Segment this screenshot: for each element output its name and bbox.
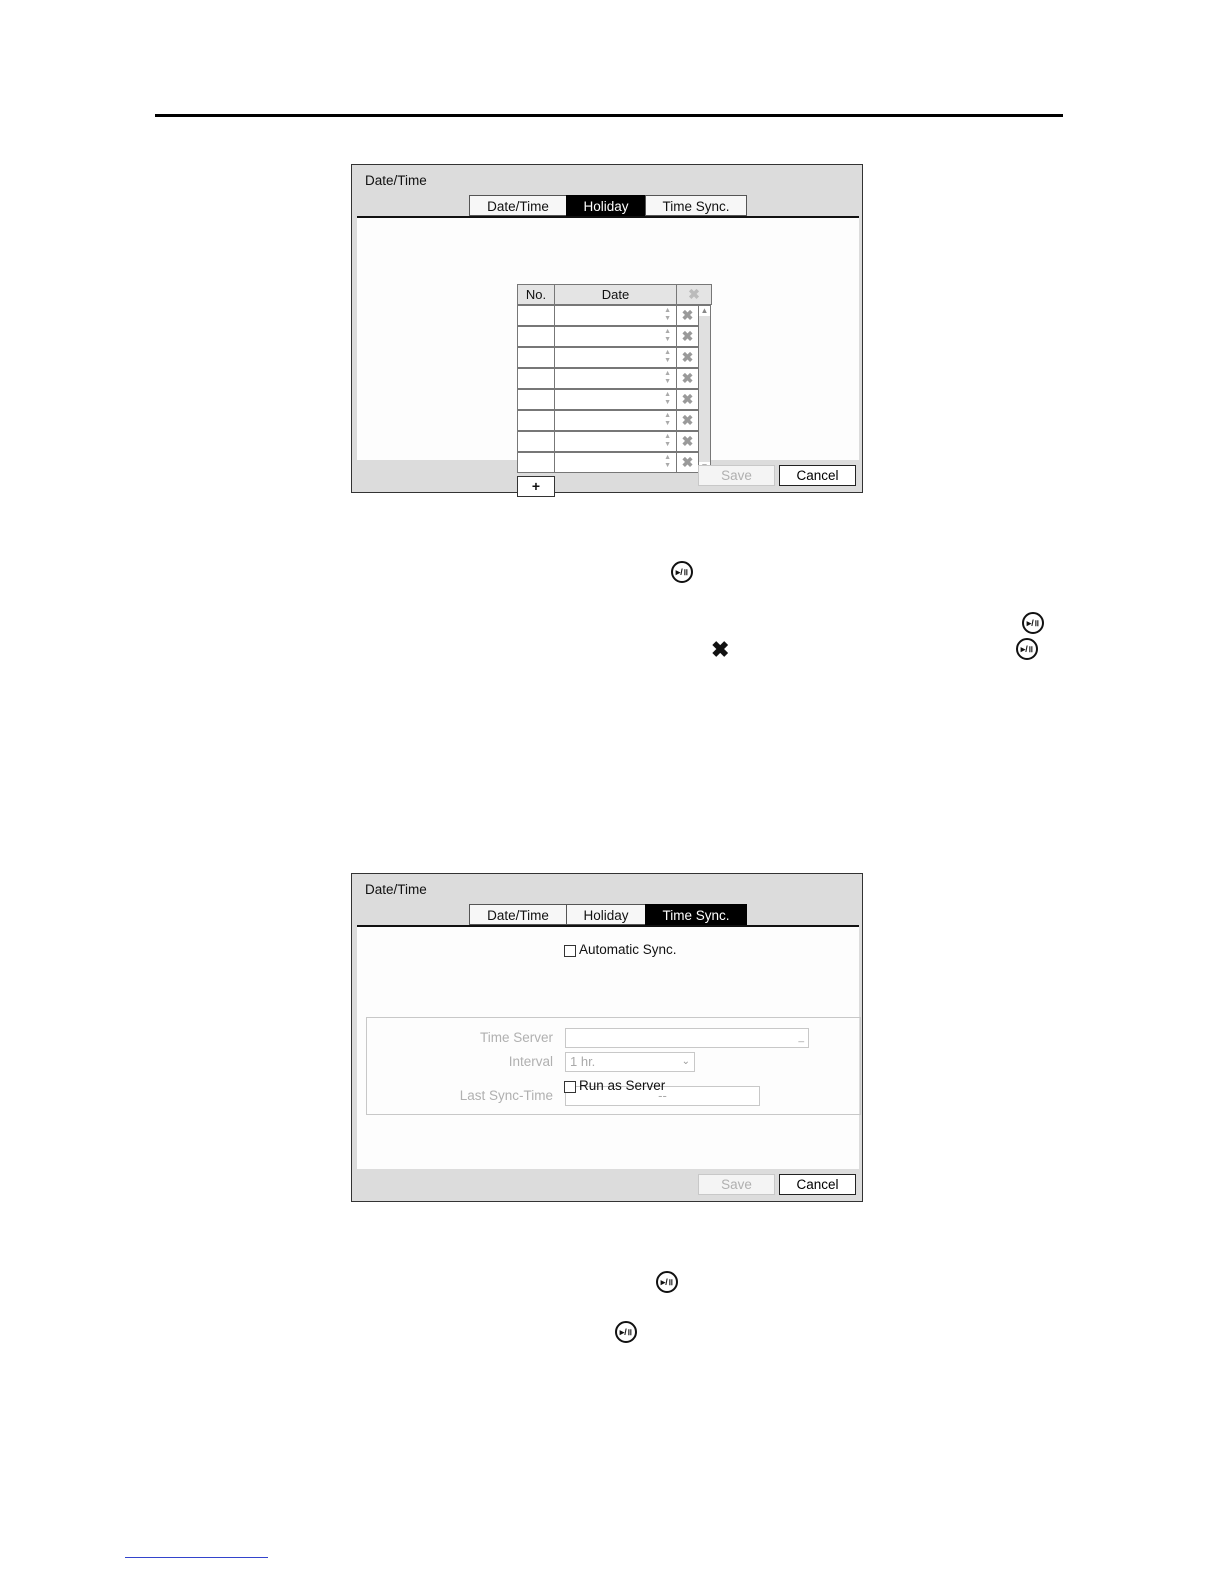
play-pause-icon: ▸/॥: [615, 1321, 637, 1343]
delete-icon: ✖: [711, 637, 730, 662]
spin-arrows-icon[interactable]: ▲ ▼: [664, 307, 671, 322]
delete-icon: ✖: [681, 412, 694, 428]
play-pause-icon: ▸/॥: [1022, 612, 1044, 634]
date-spin-field[interactable]: [554, 368, 677, 389]
delete-icon: ✖: [681, 454, 694, 470]
delete-icon: ✖: [681, 433, 694, 449]
dialog-title: Date/Time: [365, 882, 427, 897]
edit-indicator-icon: _: [798, 1032, 804, 1043]
delete-icon: ✖: [681, 307, 694, 323]
header-rule: [155, 114, 1063, 117]
row-number-cell: [517, 326, 555, 347]
spin-arrows-icon[interactable]: ▲ ▼: [664, 349, 671, 364]
chevron-down-icon: ⌄: [681, 1056, 690, 1067]
delete-row-button[interactable]: [676, 368, 699, 389]
spin-arrows-icon[interactable]: ▲ ▼: [664, 328, 671, 343]
spin-arrows-icon[interactable]: ▲ ▼: [664, 412, 671, 427]
spin-arrows-icon[interactable]: ▲ ▼: [664, 391, 671, 406]
interval-select[interactable]: [565, 1052, 695, 1072]
time-server-input[interactable]: [565, 1028, 809, 1048]
footer-link-underline: [125, 1557, 268, 1558]
delete-all-button[interactable]: [676, 284, 712, 305]
run-as-server-label: Run as Server: [579, 1078, 666, 1093]
row-number-cell: [517, 410, 555, 431]
delete-row-button[interactable]: [676, 305, 699, 326]
date-spin-field[interactable]: [554, 347, 677, 368]
tab-holiday[interactable]: Holiday: [566, 904, 646, 925]
row-number-cell: [517, 368, 555, 389]
spin-arrows-icon[interactable]: ▲ ▼: [664, 454, 671, 469]
cancel-button[interactable]: Cancel: [779, 1174, 856, 1195]
last-sync-time-value: --: [565, 1086, 760, 1106]
date-spin-field[interactable]: [554, 326, 677, 347]
tab-time-sync[interactable]: Time Sync.: [645, 195, 747, 216]
automatic-sync-checkbox[interactable]: [564, 945, 576, 957]
last-sync-time-label: Last Sync-Time: [459, 1088, 553, 1103]
run-as-server-checkbox[interactable]: [564, 1081, 576, 1093]
sync-settings-group: [366, 1017, 861, 1115]
row-number-cell: [517, 347, 555, 368]
save-button[interactable]: Save: [698, 1174, 775, 1195]
delete-row-button[interactable]: [676, 347, 699, 368]
column-header-no: No.: [517, 284, 555, 305]
delete-row-button[interactable]: [676, 326, 699, 347]
time-server-label: Time Server: [479, 1030, 553, 1045]
tab-time-sync[interactable]: Time Sync.: [645, 904, 747, 925]
row-number-cell: [517, 389, 555, 410]
interval-value: 1 hr.: [570, 1054, 596, 1069]
interval-label: Interval: [508, 1054, 553, 1069]
date-spin-field[interactable]: [554, 389, 677, 410]
row-number-cell: [517, 431, 555, 452]
delete-row-button[interactable]: [676, 410, 699, 431]
delete-icon: ✖: [681, 370, 694, 386]
date-spin-field[interactable]: [554, 305, 677, 326]
tab-bar: [469, 904, 746, 925]
time-sync-panel: [357, 927, 859, 1169]
delete-icon: ✖: [688, 286, 700, 302]
tab-bar: [469, 195, 746, 216]
scroll-up-arrow[interactable]: ▲: [700, 306, 709, 315]
date-spin-field[interactable]: [554, 452, 677, 473]
tab-date-time[interactable]: Date/Time: [469, 195, 567, 216]
delete-row-button[interactable]: [676, 389, 699, 410]
save-button[interactable]: Save: [698, 465, 775, 486]
delete-row-button[interactable]: [676, 452, 699, 473]
play-pause-icon: ▸/॥: [671, 561, 693, 583]
time-sync-dialog: [351, 873, 863, 1202]
tab-holiday[interactable]: Holiday: [566, 195, 646, 216]
row-number-cell: [517, 452, 555, 473]
play-pause-icon: ▸/॥: [1016, 638, 1038, 660]
cancel-button[interactable]: Cancel: [779, 465, 856, 486]
automatic-sync-label: Automatic Sync.: [579, 942, 677, 957]
play-pause-icon: ▸/॥: [656, 1271, 678, 1293]
delete-row-button[interactable]: [676, 431, 699, 452]
table-scrollbar[interactable]: [698, 305, 711, 473]
delete-icon: ✖: [681, 328, 694, 344]
spin-arrows-icon[interactable]: ▲ ▼: [664, 433, 671, 448]
date-spin-field[interactable]: [554, 410, 677, 431]
dialog-title: Date/Time: [365, 173, 427, 188]
delete-icon: ✖: [681, 391, 694, 407]
add-holiday-button[interactable]: +: [517, 476, 555, 497]
tab-date-time[interactable]: Date/Time: [469, 904, 567, 925]
holiday-dialog: [351, 164, 863, 493]
date-spin-field[interactable]: [554, 431, 677, 452]
column-header-date: Date: [554, 284, 677, 305]
row-number-cell: [517, 305, 555, 326]
delete-icon: ✖: [681, 349, 694, 365]
spin-arrows-icon[interactable]: ▲ ▼: [664, 370, 671, 385]
